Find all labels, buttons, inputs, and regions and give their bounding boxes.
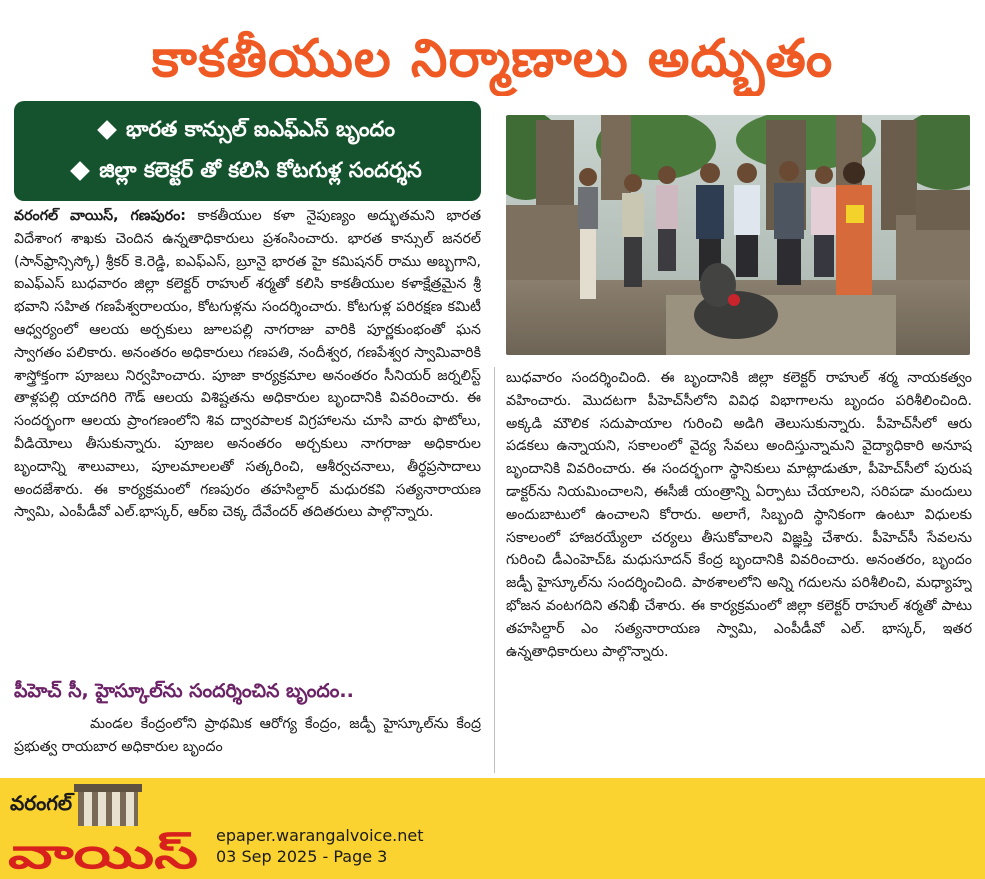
article-body-left: కాకతీయుల కళా నైపుణ్యం అద్భుతమని భారత విదేశాంగ శాఖకు చెందిన ఉన్నతాధికారులు ప్రశంసించారు. భారత కాన్సుల్ జనరల్ (సాన్‌ఫ్రాన్సిస్కో) శ్రీకర్ కె.రెడ్డి, ఐఎఫ్ఎస్, బ్రూనై భారత హై కమిషనర్ రాము అబ్బగాని, ఐఎఫ్ఎస్ బుధవారం జిల్లా కలెక్టర్ రాహుల్ శర్మతో కలిసి కాకతీయుల కళాక్షేత్రమైన శ్రీ భవాని సహిత గణపేశ్వరాలయం, కోటగుళ్లను సందర్శించారు. కోటగుళ్ల పరిరక్షణ కమిటీ ఆధ్వర్యంలో ఆలయ అర్చకులు జూలపల్లి నాగరాజు వారికి పూర్ణకుంభంతో ఘన స్వాగతం పలికారు. అనంతరం అధికారులు గణపతి, నందీశ్వర, గణపేశ్వర స్వామివారికి శాస్త్రోక్తంగా పూజలు నిర్వహించారు. పూజా కార్యక్రమాల అనంతరం సీనియర్ జర్నలిస్ట్ తాళ్లపల్లి యాదగిరి గౌడ్ ఆలయ విశిష్టతను అధికారుల బృందానికి వివరించారు. ఈ సందర్భంగా ఆలయ ప్రాంగణంలోని శివ ద్వారపాలక విగ్రహాలను చూసి వారు ఫొటోలు, వీడియోలు తీసుకున్నారు. పూజల అనంతరం అర్చకులు నాగరాజు అధికారుల బృందాన్ని శాలువాలు, పూలమాలలతో సత్కరించి, ఆశీర్వచనాలు, తీర్థప్రసాదాలు అందజేశారు. ఈ కార్యక్రమంలో గణపురం తహసిల్దార్ మధురకవి సత్యనారాయణ స్వామి, ఎంపీడీవో ఎల్.భాస్కర్, ఆర్ఐ చెక్క దేవేందర్ తదితరులు పాల్గొన్నారు. (14, 208, 481, 521)
diamond-bullet-icon (70, 161, 90, 181)
warangal-voice-logo[interactable] (8, 782, 200, 874)
article-body-left-continued: మండల కేంద్రంలోని ప్రాథమిక ఆరోగ్య కేంద్రం, జడ్పీ హైస్కూల్‌ను కేంద్ర ప్రభుత్వ రాయబార అధికారుల బృందం (14, 716, 481, 755)
logo-graphic (8, 782, 200, 874)
subhead-box (14, 101, 481, 201)
logo-main-text: వాయిస్ (8, 829, 198, 874)
news-photo (506, 115, 970, 355)
subhead-line-2 (24, 150, 471, 191)
subhead-text-1: భారత కాన్సుల్ ఐఎఫ్ఎస్ బృందం (125, 117, 396, 141)
article-column-right: బుధవారం సందర్శించింది. ఈ బృందానికి జిల్లా కలెక్టర్ రాహుల్ శర్మ నాయకత్వం వహించారు. మొదటగా పీహెచ్‌సీలోని వివిధ విభాగాలను బృందం పరిశీలించింది. అక్కడి మౌలిక సదుపాయాల గురించి అడిగి తెలుసుకున్నారు. పీహెచ్‌సీలో ఆరు పడకలు ఉన్నాయని, సకాలంలో వైద్య సేవలు అందిస్తున్నామని వైద్యాధికారి అనూష బృందానికి వివరించారు. ఈ సందర్భంగా స్థానికులు మాట్లాడుతూ, పీహెచ్‌సీలో పురుష డాక్టర్‌ను నియమించాలని, ఈసీజీ యంత్రాన్ని ఏర్పాటు చేయాలని, సరిపడా మందులు అందుబాటులో ఉంచాలని కోరారు. అలాగే, సిబ్బంది స్థానికంగా ఉంటూ విధులకు సకాలంలో హాజరయ్యేలా చర్యలు తీసుకోవాలని విజ్ఞప్తి చేశారు. పీహెచ్‌సీ సేవలను గురించి డీఎంహెచ్ఓ మధుసూదన్ కేంద్ర బృందానికి వివరించారు. అనంతరం, బృందం జడ్పీ హైస్కూల్‌ను సందర్శించింది. పాఠశాలలోని అన్ని గదులను పరిశీలించి, మధ్యాహ్న భోజన వంటగదిని తనిఖీ చేశారు. ఈ కార్యక్రమంలో జిల్లా కలెక్టర్ రాహుల్ శర్మతో పాటు తహసిల్దార్ ఎం సత్యనారాయణ స్వామి, ఎంపీడీవో ఎల్. భాస్కర్, ఇతర ఉన్నతాధికారులు పాల్గొన్నారు. (506, 370, 972, 660)
subhead-line-1 (24, 109, 471, 150)
headline: కాకతీయుల నిర్మాణాలు అద్భుతం (151, 29, 834, 89)
epaper-url[interactable]: epaper.warangalvoice.net (216, 826, 424, 845)
temple-visit-photo (506, 115, 970, 355)
article-dateline: వరంగల్ వాయిస్, గణపురం: (14, 208, 186, 224)
subhead-text-2: జిల్లా కలెక్టర్ తో కలిసి కోటగుళ్ల సందర్శన (99, 158, 422, 182)
column-divider (494, 367, 495, 773)
diamond-bullet-icon (97, 120, 117, 140)
logo-top-text: వరంగల్ (10, 791, 73, 815)
edition-date-page: 03 Sep 2025 - Page 3 (216, 847, 388, 866)
footer-bar (0, 778, 985, 879)
article-column-left (14, 205, 481, 657)
section-title: పీహెచ్ సీ, హైస్కూల్‌ను సందర్శించిన బృందం.. (14, 680, 354, 702)
